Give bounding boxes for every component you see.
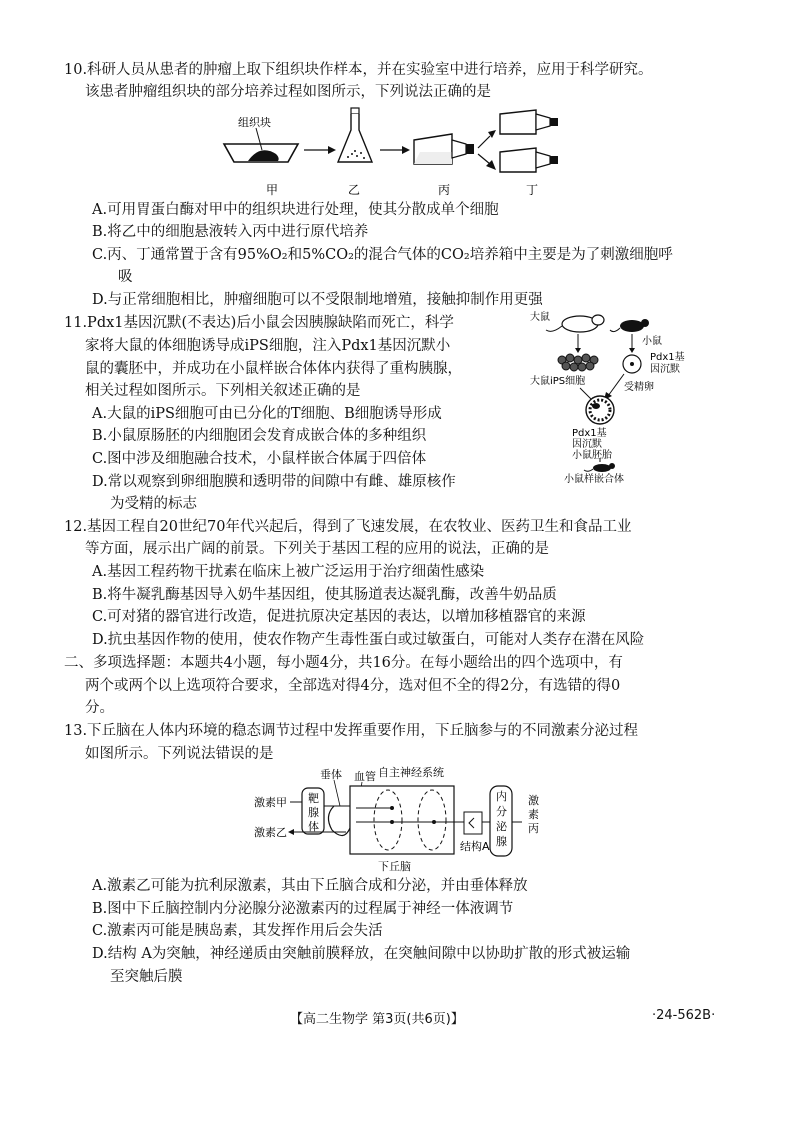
q12-option-a: A.基因工程药物干扰素在临床上被广泛运用于治疗细菌性感染 — [92, 564, 485, 580]
q13-option-d-line1: D.结构 A为突触，神经递质由突触前膜释放，在突触间隙中以协助扩散的形式被运输 — [92, 946, 631, 962]
section2-line2: 两个或两个以上选项符合要求，全部选对得4分，选对但不全的得2分，有选错的得0 — [85, 678, 621, 694]
ips-cells-icon — [558, 354, 598, 371]
q10-option-c-line2: 吸 — [118, 269, 133, 285]
target-gland-char: 体 — [308, 820, 319, 833]
q10-stem-line1: 10.科研人员从患者的肿瘤上取下组织块作样本，并在实验室中进行培养，应用于科学研究。 — [64, 62, 653, 78]
pdx-gene-label: Pdx1基 — [650, 352, 685, 363]
target-gland-char: 靶 — [308, 792, 319, 805]
hormone-c-char: 激 — [528, 794, 539, 807]
pituitary-label: 垂体 — [320, 768, 342, 781]
culture-bottle-icon — [414, 134, 474, 164]
tissue-label: 组织块 — [238, 116, 271, 129]
q10-option-b: B.将乙中的细胞悬液转入丙中进行原代培养 — [92, 224, 369, 240]
culture-bottle-icon — [500, 110, 558, 134]
blastocyst-label-2: 因沉默 — [572, 439, 602, 450]
q10-stem-line2: 该患者肿瘤组织块的部分培养过程如图所示，下列说法正确的是 — [85, 84, 491, 100]
pdx-silent-label: 因沉默 — [650, 364, 680, 375]
flask-icon — [338, 108, 372, 162]
q12-option-d: D.抗虫基因作物的使用，使农作物产生毒性蛋白或过敏蛋白，可能对人类存在潜在风险 — [92, 632, 645, 648]
q13-option-b: B.图中下丘脑控制内分泌腺分泌激素丙的过程属于神经一体液调节 — [92, 901, 514, 917]
footer-page-info: 【高二生物学 第3页(共6页)】 — [290, 1012, 464, 1027]
q10-option-d: D.与正常细胞相比，肿瘤细胞可以不受限制地增殖，接触抑制作用更强 — [92, 292, 543, 308]
endocrine-char: 腺 — [496, 835, 507, 848]
endocrine-char: 泌 — [496, 820, 507, 833]
q12-option-b: B.将牛凝乳酶基因导入奶牛基因组，使其肠道表达凝乳酶，改善牛奶品质 — [92, 587, 557, 603]
culture-bottle-icon — [500, 148, 558, 172]
q13-stem-line1: 13.下丘脑在人体内环境的稳态调节过程中发挥重要作用，下丘脑参与的不同激素分泌过程 — [64, 723, 639, 739]
hormone-c-char: 素 — [528, 808, 539, 821]
blastocyst-icon — [586, 396, 614, 424]
mouse-icon — [610, 319, 649, 332]
structure-a-box — [464, 812, 482, 834]
ips-label: 大鼠iPS细胞 — [530, 376, 586, 387]
q11-option-a: A.大鼠的iPS细胞可由已分化的T细胞、B细胞诱导形成 — [92, 406, 442, 422]
hormone-a-label: 激素甲 — [254, 796, 287, 809]
q11-option-c: C.图中涉及细胞融合技术，小鼠样嵌合体属于四倍体 — [92, 451, 427, 467]
step-label: 乙 — [348, 183, 361, 197]
q12-stem-line2: 等方面，展示出广阔的前景。下列关于基因工程的应用的说法，正确的是 — [85, 541, 549, 557]
q12-stem-line1: 12.基因工程自20世纪70年代兴起后，得到了飞速发展，在农牧业、医药卫生和食品工业 — [64, 519, 632, 535]
section2-line1: 二、多项选择题：本题共4小题，每小题4分，共16分。在每小题给出的四个选项中，有 — [64, 655, 623, 671]
blastocyst-label-3: 小鼠胚胎 — [572, 450, 612, 461]
section2-line3: 分。 — [85, 700, 114, 716]
q13-option-d-line2: 至突触后膜 — [110, 969, 183, 985]
q10-option-c-line1: C.丙、丁通常置于含有95%O₂和5%CO₂的混合气体的CO₂培养箱中主要是为了刺激细胞呼 — [92, 247, 673, 263]
step-label: 丁 — [526, 183, 539, 197]
q12-option-c: C.可对猪的器官进行改造，促进抗原决定基因的表达，以增加移植器官的来源 — [92, 609, 586, 625]
q10-figure — [220, 104, 580, 200]
step-label: 丙 — [438, 183, 451, 197]
mouse-label: 小鼠 — [642, 336, 662, 347]
pituitary-icon — [328, 806, 350, 836]
q13-option-c: C.激素丙可能是胰岛素，其发挥作用后会失活 — [92, 923, 383, 939]
hypothalamus-label: 下丘脑 — [378, 860, 411, 873]
q11-stem-line3: 鼠的囊胚中，并成功在小鼠样嵌合体体内获得了重构胰腺， — [85, 361, 462, 377]
hormone-b-label: 激素乙 — [254, 826, 287, 839]
footer-code: ·24-562B· — [652, 1008, 716, 1023]
q11-stem-line1: 11.Pdx1基因沉默(不表达)后小鼠会因胰腺缺陷而死亡，科学 — [64, 315, 454, 331]
q11-option-b: B.小鼠原肠胚的内细胞团会发育成嵌合体的多种组织 — [92, 428, 427, 444]
q13-stem-line2: 如图所示。下列说法错误的是 — [85, 746, 274, 762]
q13-figure — [250, 766, 550, 874]
q11-option-d-line1: D.常以观察到卵细胞膜和透明带的间隙中有雌、雄原核作 — [92, 474, 456, 490]
chimera-label: 小鼠样嵌合体 — [564, 474, 624, 484]
endocrine-char: 内 — [496, 790, 507, 803]
ans-label: 自主神经系统 — [378, 766, 444, 779]
target-gland-char: 腺 — [308, 806, 319, 819]
rat-icon — [546, 315, 604, 332]
q13-option-a: A.激素乙可能为抗利尿激素，其由下丘脑合成和分泌，并由垂体释放 — [92, 878, 528, 894]
vessel-label: 血管 — [354, 770, 376, 783]
fertilized-label: 受精卵 — [624, 382, 654, 393]
q11-stem-line2: 家将大鼠的体细胞诱导成iPS细胞，注入Pdx1基因沉默小 — [85, 338, 451, 354]
endocrine-char: 分 — [496, 805, 507, 818]
q11-stem-line4: 相关过程如图所示。下列相关叙述正确的是 — [85, 383, 361, 399]
step-label: 甲 — [266, 183, 279, 197]
chimera-mouse-icon — [584, 463, 615, 472]
q11-option-d-line2: 为受精的标志 — [110, 496, 197, 512]
blastocyst-label-1: Pdx1基 — [572, 428, 607, 439]
hormone-c-char: 丙 — [528, 822, 539, 835]
q10-option-a: A.可用胃蛋白酶对甲中的组织块进行处理，使其分散成单个细胞 — [92, 202, 499, 218]
q11-figure — [528, 308, 728, 484]
rat-label: 大鼠 — [530, 312, 550, 323]
structure-a-label: 结构A — [460, 840, 490, 853]
